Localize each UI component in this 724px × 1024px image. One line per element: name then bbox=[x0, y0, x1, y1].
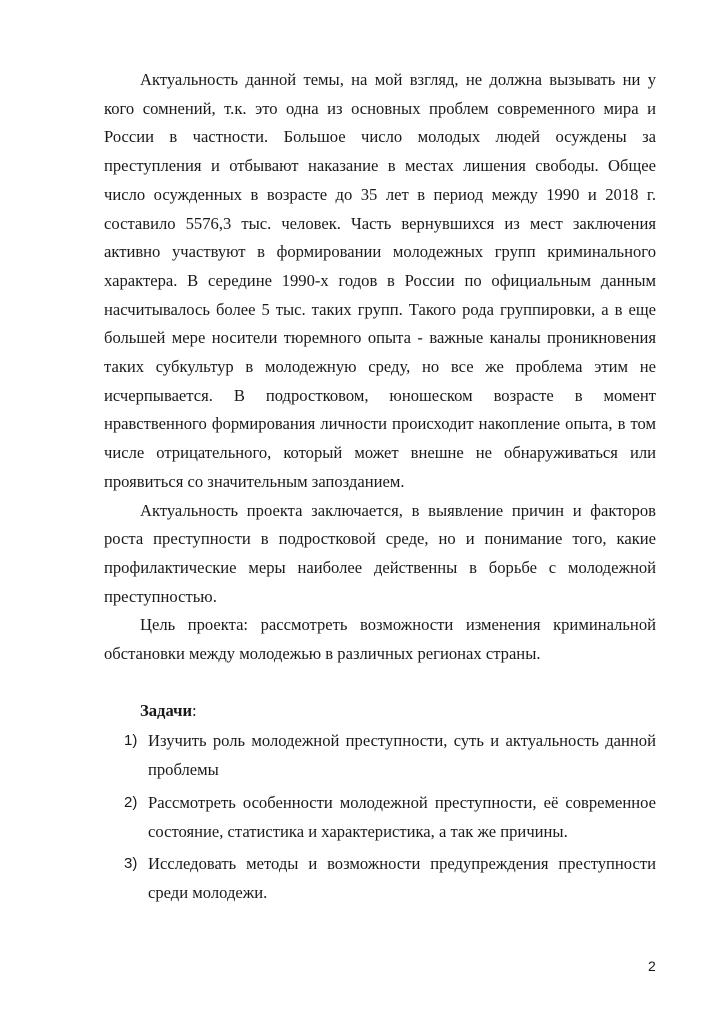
tasks-list bbox=[104, 727, 656, 907]
tasks-heading-colon: : bbox=[192, 700, 197, 720]
paragraph-project-goal: Цель проекта: рассмотреть возможности изменения криминальной обстановки между молодежью в различных регионах страны. bbox=[104, 615, 656, 664]
tasks-heading-text: Задачи bbox=[140, 700, 193, 720]
list-item bbox=[104, 850, 656, 907]
list-item-text: Изучить роль молодежной преступности, суть и актуальность данной проблемы bbox=[148, 731, 656, 780]
tasks-heading bbox=[104, 697, 656, 726]
list-item-text: Рассмотреть особенности молодежной преступности, её современное состояние, статистика и характеристика, а так же причины. bbox=[148, 792, 656, 841]
paragraph-relevance-project: Актуальность проекта заключается, в выявление причин и факторов роста преступности в подростковой среде, но и понимание того, какие профилактические меры наиболее действенны в борьбе с молодежной преступностью. bbox=[104, 500, 656, 606]
list-item bbox=[104, 727, 656, 784]
list-item-number: 3) bbox=[124, 855, 138, 873]
list-item-number: 1) bbox=[124, 732, 138, 750]
paragraph-relevance-topic: Актуальность данной темы, на мой взгляд, не должна вызывать ни у кого сомнений, т.к. это одна из основных проблем современного мира и России в частности. Большое число молодых людей осуждены за преступления и отбывают наказание в местах лишения свободы. Общее число осужденных в возрасте до 35 лет в период между 1990 и 2018 г. составило 5576,3 тыс. человек. Часть вернувшихся из мест заключения активно участвуют в формировании молодежных групп криминального характера. В середине 1990-х годов в России по официальным данным насчитывалось более 5 тыс. таких групп. Такого рода группировки, а в еще большей мере носители тюремного опыта - важные каналы проникновения таких субкультур в молодежную среду, но все же проблема этим не исчерпывается. В подростковом, юношеском возрасте в момент нравственного формирования личности происходит накопление опыта, в том числе отрицательного, который может внешне не обнаруживаться или проявиться со значительным запозданием. bbox=[104, 70, 656, 491]
page-number: 2 bbox=[648, 958, 656, 974]
list-item-text: Исследовать методы и возможности предупреждения преступности среди молодежи. bbox=[148, 854, 656, 902]
list-item bbox=[104, 789, 656, 846]
document-page bbox=[104, 66, 656, 912]
list-item-number: 2) bbox=[124, 793, 138, 811]
